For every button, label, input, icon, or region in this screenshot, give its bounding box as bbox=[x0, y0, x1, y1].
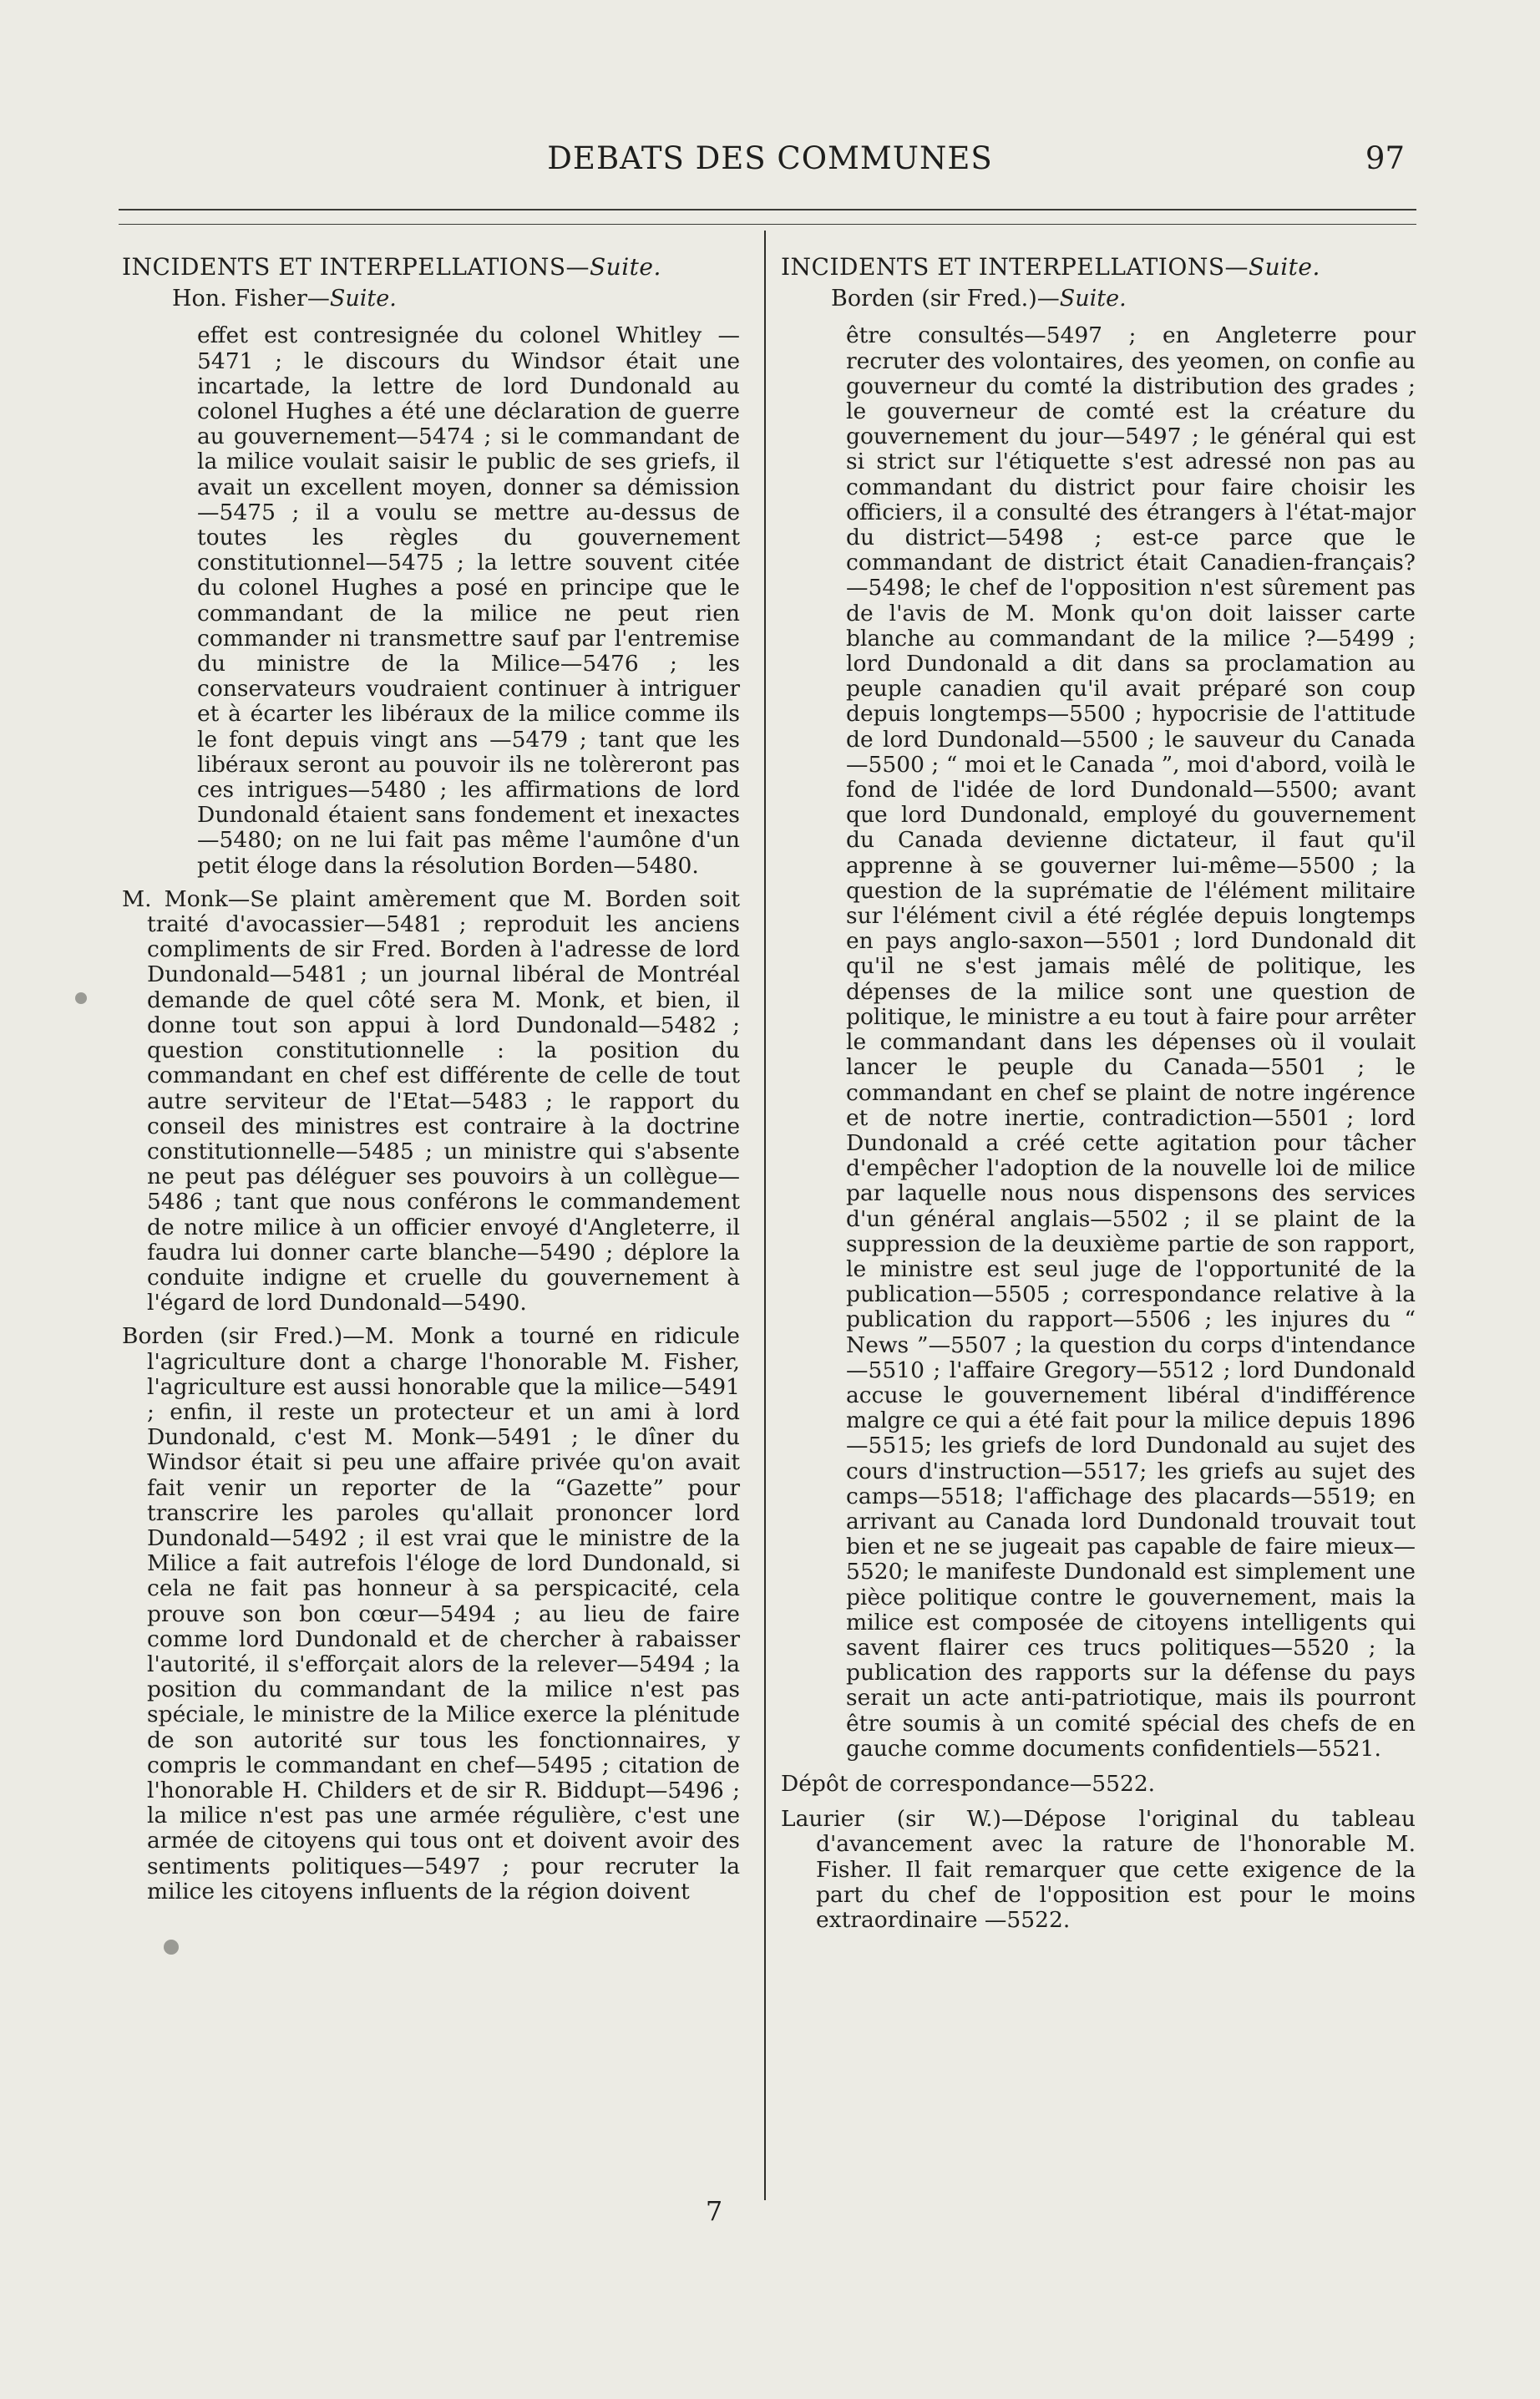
page-number: 97 bbox=[1365, 140, 1405, 176]
right-speaker bbox=[831, 287, 1416, 312]
left-column-heading bbox=[122, 255, 740, 280]
binding-hole-dot bbox=[164, 1940, 179, 1955]
left-entry-monk: M. Monk—Se plaint amèrement que M. Borden soit traité d'avocassier—5481 ; reproduit les anciens compliments de sir Fred. Borden à l'adresse de lord Dundonald—5481 ; un journal libéral de Montréal demande de quel côté sera M. Monk, et bien, il donne tout son appui à lord Dundonald—5482 ; question constitutionnelle : la position du commandant en chef est différente de celle de tout autre serviteur de l'Etat—5483 ; le rapport du conseil des ministres est contraire à la doctrine constitutionnelle—5485 ; un ministre qui s'absente ne peut pas déléguer ses pouvoirs à un collègue—5486 ; tant que nous conférons le commandement de notre milice à un officier envoyé d'Angleterre, il faudra lui donner carte blanche—5490 ; déplore la conduite indigne et cruelle du gouvernement à l'égard de lord Dundonald—5490. bbox=[122, 885, 740, 1316]
left-heading-suite: Suite. bbox=[590, 253, 661, 281]
left-speaker bbox=[172, 287, 740, 312]
right-speaker-name: Borden (sir Fred.)— bbox=[831, 286, 1060, 312]
left-speaker-name: Hon. Fisher— bbox=[172, 286, 330, 312]
right-entry-depot: Dépôt de correspondance—5522. bbox=[781, 1770, 1156, 1797]
left-speaker-suite: Suite. bbox=[329, 286, 397, 312]
header-rule-bottom bbox=[119, 224, 1416, 225]
left-entry-fisher-continued: effet est contresignée du colonel Whitley —5471 ; le discours du Windsor était une incartade, la lettre de lord Dundonald au colonel Hughes a été une déclaration de guerre au gouvernement—5474 ; si le commandant de la milice voulait saisir le public de ses griefs, il avait un excellent moyen, donner sa démission—5475 ; il a voulu se mettre au-dessus de toutes les règles du gouvernement constitutionnel—5475 ; la lettre souvent citée du colonel Hughes a posé en principe que le commandant de la milice ne peut rien commander ni transmettre sauf par l'entremise du ministre de la Milice—5476 ; les conservateurs voudraient continuer à intriguer et à écarter les libéraux de la milice comme ils le font depuis vingt ans —5479 ; tant que les libéraux seront au pouvoir ils ne tolèreront pas ces intrigues—5480 ; les affirmations de lord Dundonald étaient sans fondement et inexactes—5480; on ne lui fait pas même l'aumône d'un petit éloge dans la résolution Borden—5480. bbox=[197, 322, 740, 879]
left-column bbox=[122, 255, 740, 1913]
right-column-heading bbox=[781, 255, 1416, 280]
header-rule-top bbox=[119, 209, 1416, 210]
right-heading-text: INCIDENTS ET INTERPELLATIONS— bbox=[781, 253, 1249, 281]
left-heading-text: INCIDENTS ET INTERPELLATIONS— bbox=[122, 253, 590, 281]
left-entry-borden: Borden (sir Fred.)—M. Monk a tourné en ridicule l'agriculture dont a charge l'honorable M. Fisher, l'agriculture est aussi honorable que la milice—5491 ; enfin, il reste un protecteur et un ami à lord Dundonald, c'est M. Monk—5491 ; le dîner du Windsor était si peu une affaire privée qu'on avait fait venir un reporter de la “Gazette” pour transcrire les paroles qu'allait prononcer lord Dundonald—5492 ; il est vrai que le ministre de la Milice a fait autrefois l'éloge de lord Dundonald, si cela ne fait pas honneur à sa perspicacité, cela prouve son bon cœur—5494 ; au lieu de faire comme lord Dundonald et de chercher à rabaisser l'autorité, il s'efforçait alors de la relever—5494 ; la position du commandant de la milice n'est pas spéciale, le ministre de la Milice exerce la plénitude de son autorité sur tous les fonctionnaires, y compris le commandant en chef—5495 ; citation de l'honorable H. Childers et de sir R. Biddupt—5496 ; la milice n'est pas une armée régulière, c'est une armée de citoyens qui tous ont et doivent avoir des sentiments politiques—5497 ; pour recruter la milice les citoyens influents de la région doivent bbox=[122, 1323, 740, 1904]
right-heading-suite: Suite. bbox=[1249, 253, 1320, 281]
right-column bbox=[781, 255, 1416, 1941]
right-speaker-suite: Suite. bbox=[1059, 286, 1127, 312]
running-head bbox=[0, 140, 1540, 182]
page-title: DEBATS DES COMMUNES bbox=[547, 140, 993, 176]
signature-mark: 7 bbox=[705, 2195, 723, 2227]
right-entry-borden-continued: être consultés—5497 ; en Angleterre pour recruter des volontaires, des yeomen, on confie au gouverneur du comté la distribution des grades ; le gouverneur de comté est la créature du gouvernement du jour—5497 ; le général qui est si strict sur l'étiquette s'est adressé non pas au commandant du district pour faire choisir les officiers, il a consulté des étrangers à l'état-major du district—5498 ; est-ce parce que le commandant de district était Canadien-français?—5498; le chef de l'opposition n'est sûrement pas de l'avis de M. Monk qu'on doit laisser carte blanche au commandant de la milice ?—5499 ; lord Dundonald a dit dans sa proclamation au peuple canadien qu'il avait préparé son coup depuis longtemps—5500 ; hypocrisie de l'attitude de lord Dundonald—5500 ; le sauveur du Canada—5500 ; “ moi et le Canada ”, moi d'abord, voilà le fond de l'idée de lord Dundonald—5500; avant que lord Dundonald, employé du gouvernement du Canada devienne dictateur, il faut qu'il apprenne à se gouverner lui-même—5500 ; la question de la suprématie de l'élément militaire sur l'élément civil a été réglée depuis longtemps en pays anglo-saxon—5501 ; lord Dundonald dit qu'il ne s'est jamais mêlé de politique, les dépenses de la milice sont une question de politique, le ministre a eu tout à faire pour arrêter le commandant dans les dépenses où il voulait lancer le peuple du Canada—5501 ; le commandant en chef se plaint de notre ingérence et de notre inertie, contradiction—5501 ; lord Dundonald a créé cette agitation pour tâcher d'empêcher l'adoption de la nouvelle loi de milice par laquelle nous nous dispensons des services d'un général anglais—5502 ; il se plaint de la suppression de la deuxième partie de son rapport, le ministre est seul juge de l'opportunité de la publication—5505 ; correspondance relative à la publication du rapport—5506 ; les injures du “ News ”—5507 ; la question du corps d'intendance—5510 ; l'affaire Gregory—5512 ; lord Dundonald accuse le gouvernement libéral d'indifférence malgre ce qui a été fait pour la milice depuis 1896—5515; les griefs de lord Dundonald au sujet des cours d'instruction—5517; les griefs au sujet des camps—5518; l'affichage des placards—5519; en arrivant au Canada lord Dundonald trouvait tout bien et ne se jugeait pas capable de faire mieux—5520; le manifeste Dundonald est simplement une pièce politique contre le gouvernement, mais la milice est composée de citoyens intelligents qui savent flairer ces trucs politiques—5520 ; la publication des rapports sur la défense du pays serait un acte anti-patriotique, mais ils pourront être soumis à un comité spécial des chefs de en gauche comme documents confidentiels—5521. bbox=[846, 322, 1416, 1762]
scan-speck-dot bbox=[75, 992, 87, 1004]
right-entry-laurier: Laurier (sir W.)—Dépose l'original du tableau d'avancement avec la rature de l'honorable M. Fisher. Il fait remarquer que cette exigence de la part du chef de l'opposition est pour le moins extraordinaire —5522. bbox=[781, 1806, 1416, 1933]
column-divider bbox=[764, 231, 766, 2200]
